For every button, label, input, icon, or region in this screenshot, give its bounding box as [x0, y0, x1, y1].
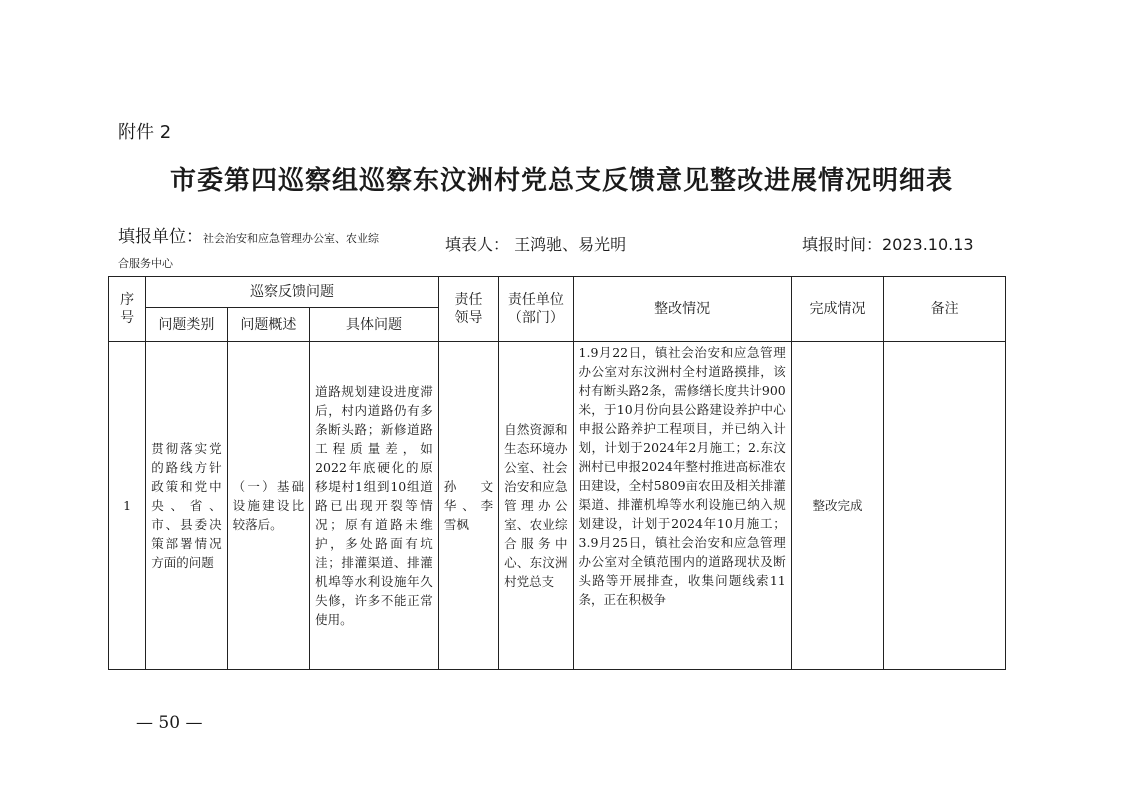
- header-category: 问题类别: [146, 308, 227, 342]
- row-unit: 自然资源和生态环境办公室、社会治安和应急管理办公室、农业综合服务中心、东汶洲村党总支: [499, 342, 573, 670]
- fill-time: 填报时间：2023.10.13: [802, 235, 974, 254]
- reporting-unit-value-continued: 合服务中心: [118, 257, 173, 270]
- header-seq: 序号: [109, 277, 146, 342]
- header-summary: 问题概述: [227, 308, 309, 342]
- row-leader: 孙文华、李雪枫: [438, 342, 498, 670]
- row-completion: 整改完成: [791, 342, 884, 670]
- filler-info: 填表人： 王鸿驰、易光明: [445, 235, 627, 254]
- header-detail: 具体问题: [310, 308, 439, 342]
- row-seq: 1: [109, 342, 146, 670]
- table-row: [109, 342, 1006, 670]
- page-title: 市委第四巡察组巡察东汶洲村党总支反馈意见整改进展情况明细表: [169, 166, 953, 196]
- reporting-unit-label: 填报单位：: [118, 227, 203, 247]
- row-status: 1.9月22日，镇社会治安和应急管理办公室对东汶洲村全村道路摸排，该村有断头路2条，需修缮长度共计900米，于10月份向县公路建设养护中心申报公路养护工程项目，并已纳入计划，计划于2024年2月施工；2.东汶洲村已申报2024年整村推进高标准农田建设，全村5809亩农田及相关排灌渠道、排灌机埠等水利设施已纳入规划建设，计划于2024年10月施工；3.9月25日，镇社会治安和应急管理办公室对全镇范围内的道路现状及断头路等开展排查，收集问题线索11条，正在积极争: [573, 342, 791, 670]
- reporting-unit-value: 社会治安和应急管理办公室、农业综: [203, 232, 379, 245]
- row-detail: 道路规划建设进度滞后，村内道路仍有多条断头路；新修道路工程质量差，如2022年底硬化的原移堤村1组到10组道路已出现开裂等情况；原有道路未维护，多处路面有坑洼；排灌渠道、排灌机埠等水利设施年久失修，许多不能正常使用。: [310, 342, 439, 670]
- page-number: — 50 —: [136, 713, 203, 733]
- rectification-table: [108, 276, 1006, 670]
- header-completion: 完成情况: [791, 277, 884, 342]
- row-category: 贯彻落实党的路线方针政策和党中央、省、市、县委决策部署情况方面的问题: [146, 342, 227, 670]
- row-remark: [884, 342, 1006, 670]
- header-feedback-group: 巡察反馈问题: [146, 277, 439, 308]
- attachment-label: 附件 2: [118, 122, 172, 143]
- header-row-1: [109, 277, 1006, 308]
- reporting-unit: [118, 222, 379, 247]
- row-summary: （一）基础设施建设比较落后。: [227, 342, 309, 670]
- header-status: 整改情况: [573, 277, 791, 342]
- header-unit: 责任单位（部门）: [499, 277, 573, 342]
- header-leader: 责任领导: [438, 277, 498, 342]
- header-remark: 备注: [884, 277, 1006, 342]
